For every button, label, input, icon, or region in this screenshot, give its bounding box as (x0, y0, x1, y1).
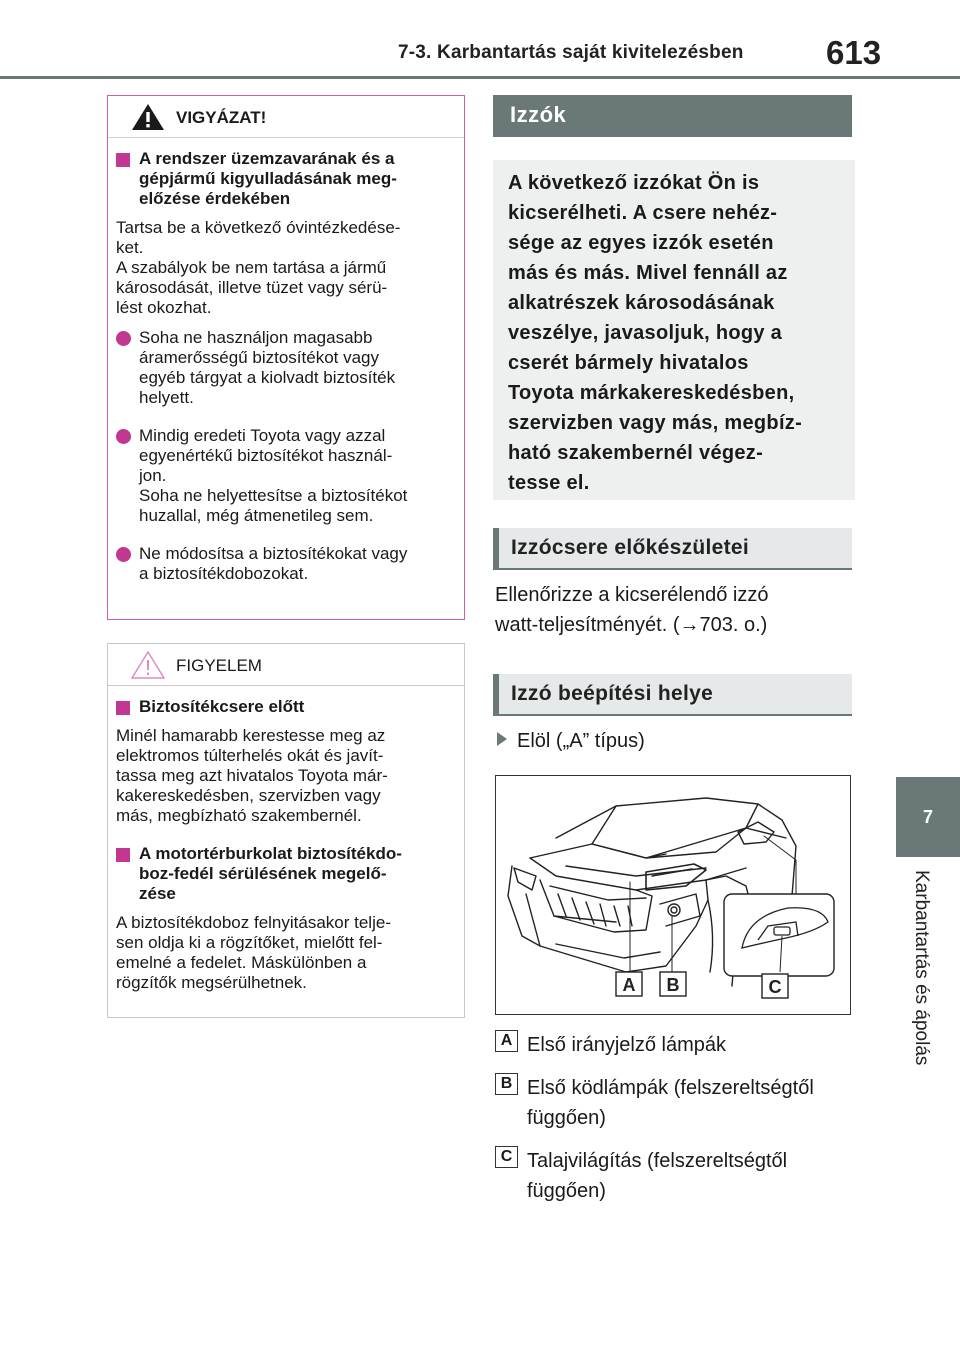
round-bullet-icon (116, 429, 131, 444)
caution-title: FIGYELEM (176, 656, 262, 675)
legend-item: C Talajvilágítás (felszereltségtől függően) (495, 1146, 855, 1206)
warning-bullet: Soha ne használjon magasabb áramerősségű biztosítékot vagy egyéb tárgyat a kiolvadt biztosíték helyett. (116, 328, 456, 408)
caution-subheading: A motortérburkolat biztosítékdo- boz-fedél sérülésének megelő- zése (116, 844, 456, 904)
bulb-location-figure (495, 775, 851, 1015)
subsection-prep-title: Izzócsere előkészületei (511, 536, 750, 559)
legend-key: B (495, 1073, 518, 1095)
subsection-prep-header (493, 528, 852, 570)
warning-bullet: Ne módosítsa a biztosítékokat vagy a biztosítékdobozokat. (116, 544, 456, 584)
legend-item: A Első irányjelző lámpák (495, 1030, 855, 1060)
chapter-tab[interactable] (896, 777, 960, 857)
figure-label-c (762, 974, 788, 998)
figure-label-a (616, 972, 642, 996)
square-bullet-icon (116, 153, 130, 167)
warning-bullet: Mindig eredeti Toyota vagy azzal egyenértékű biztosítékot használ- jon. Soha ne helyettesítse a biztosítékot huzallal, még átmenetileg sem. (116, 426, 456, 526)
caution-paragraph: A biztosítékdoboz felnyitásakor telje- sen oldja ki a rögzítőket, mielőtt fel- emelné a fedelet. Máskülönben a rögzítők megsérülhetnek. (116, 913, 391, 992)
warning-subheading: A rendszer üzemzavarának és a gépjármű kigyulladásának meg- előzése érdekében (116, 149, 456, 209)
triangle-bullet-icon (497, 732, 507, 746)
warning-box (107, 95, 465, 620)
header-rule (0, 76, 960, 79)
chapter-number: 7 (922, 806, 933, 827)
legend-key: A (495, 1030, 518, 1052)
warning-box-header (108, 96, 464, 138)
chapter-title: Karbantartás és ápolás (911, 870, 932, 1066)
warning-title: VIGYÁZAT! (176, 108, 267, 127)
square-bullet-icon (116, 848, 130, 862)
svg-text:B: B (666, 975, 680, 995)
svg-text:C: C (768, 977, 782, 997)
car-front-illustration (496, 776, 849, 1013)
legend-item: B Első ködlámpák (felszereltségtől függően) (495, 1073, 855, 1133)
subsection-location-header (493, 674, 852, 716)
intro-panel: A következő izzókat Ön is kicserélheti. A csere nehéz- sége az egyes izzók esetén más és más. Mivel fennáll az alkatrészek károsodásának veszélye, javasoljuk, hogy a cserét bármely hivatalos Toyota márkakereskedésben, szervizben vagy más, megbíz- ható szakembernél végez- tesse el. (493, 160, 855, 500)
figure-label-b (660, 972, 686, 996)
front-type-label: Elöl („A” típus) (497, 726, 645, 756)
section-title-bar (493, 95, 852, 137)
square-bullet-icon (116, 701, 130, 715)
caution-subheading: Biztosítékcsere előtt (116, 697, 456, 717)
page-reference-link[interactable]: watt-teljesítményét. (→703. o.) (495, 614, 768, 636)
caution-box (107, 643, 465, 1018)
prep-paragraph: Ellenőrizze a kicserélendő izzó watt-teljesítményét. (→703. o.) (495, 580, 768, 640)
legend-key: C (495, 1146, 518, 1168)
chapter-section-title: 7-3. Karbantartás saját kivitelezésben (398, 42, 744, 63)
page-number: 613 (826, 34, 882, 71)
round-bullet-icon (116, 331, 131, 346)
warning-paragraph: Tartsa be a következő óvintézkedése- ket. A szabályok be nem tartása a jármű károsodását, illetve tüzet vagy sérü- lést okozhat. (116, 218, 401, 317)
caution-box-header (108, 644, 464, 686)
section-title: Izzók (510, 102, 567, 127)
round-bullet-icon (116, 547, 131, 562)
caution-triangle-icon (130, 650, 166, 680)
caution-paragraph: Minél hamarabb kerestesse meg az elektromos túlterhelés okát és javít- tassa meg azt hivatalos Toyota már- kakereskedésben, szervizben vagy más, megbízható szakembernél. (116, 726, 388, 825)
chapter-side-label (900, 870, 940, 1200)
warning-triangle-icon (130, 102, 166, 132)
svg-text:A: A (622, 975, 636, 995)
subsection-location-title: Izzó beépítési helye (511, 682, 714, 705)
